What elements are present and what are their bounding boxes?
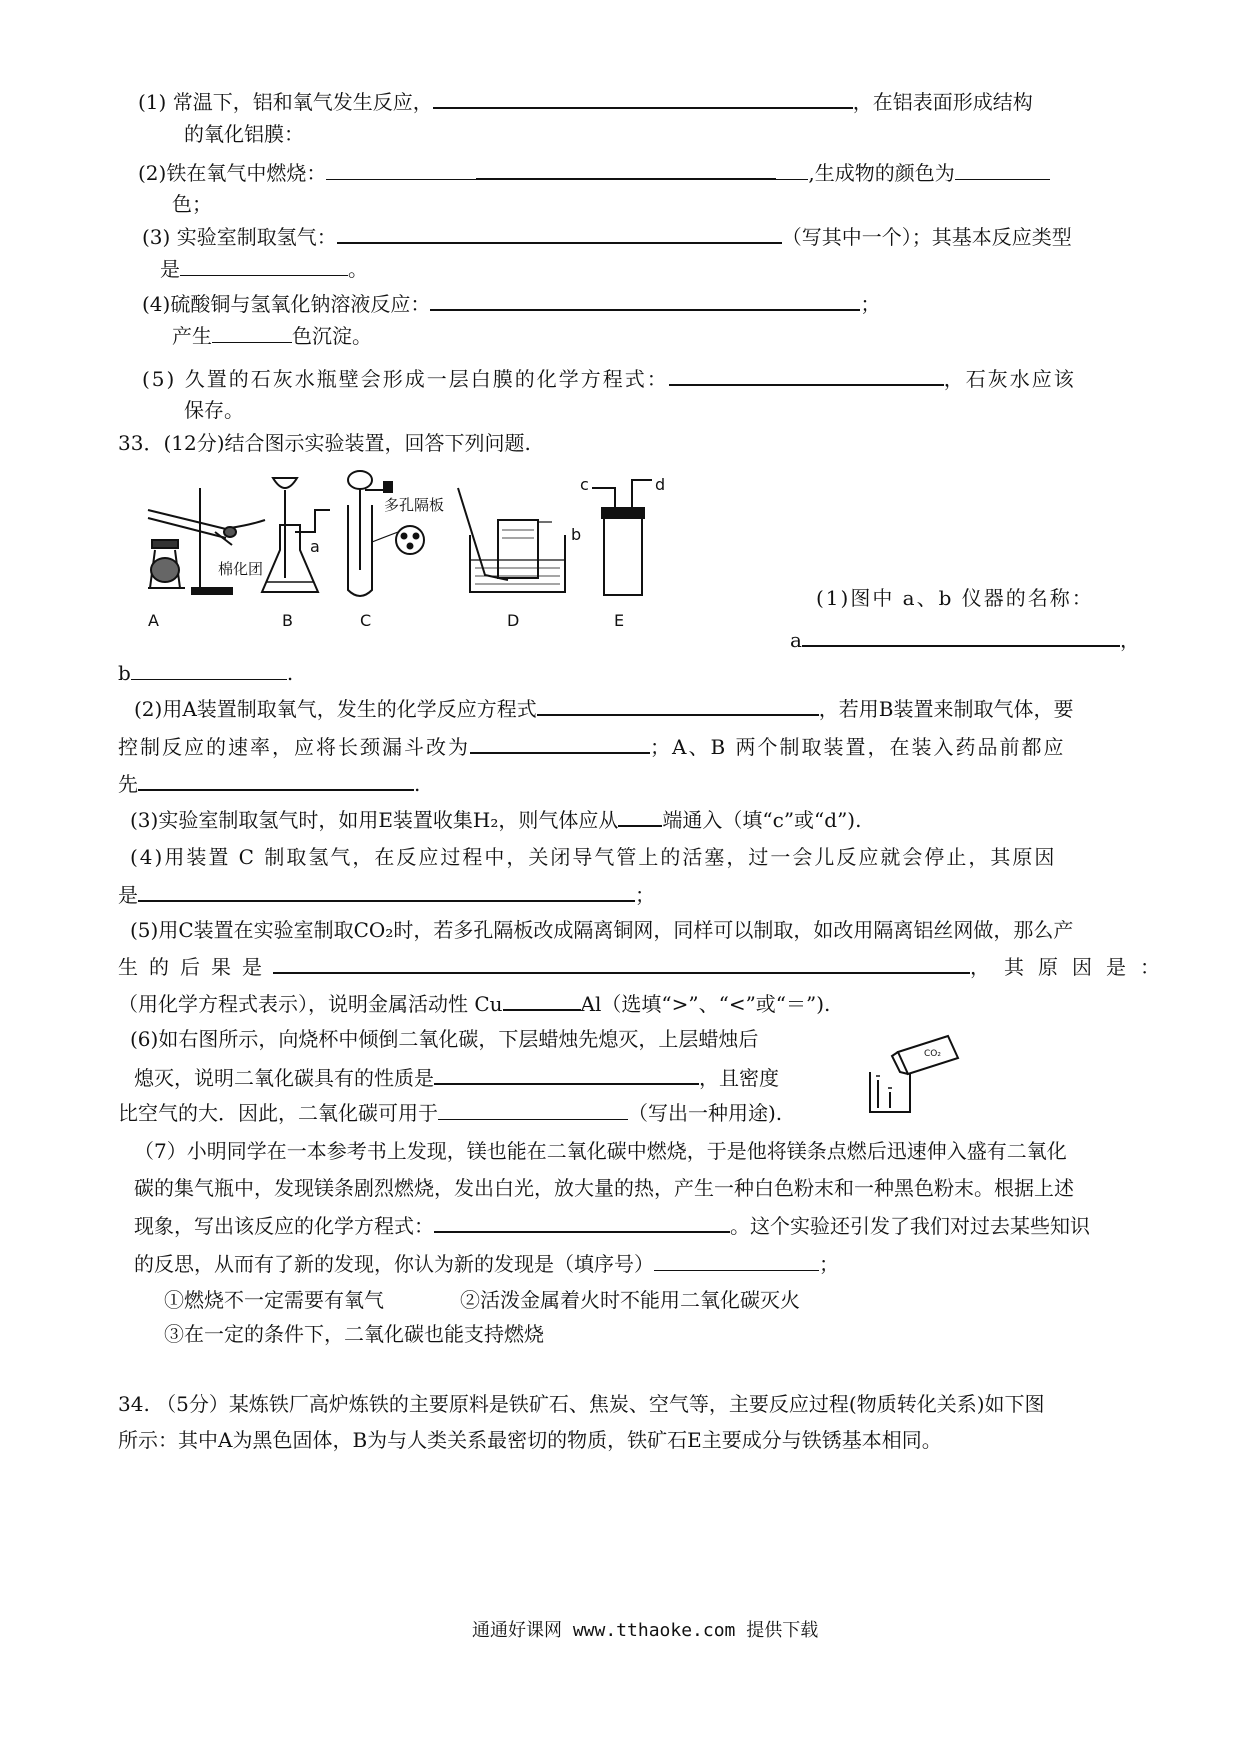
page-footer: 通通好课网 www.tthaoke.com 提供下载 — [472, 1620, 819, 1641]
q33-part5-line3: （用化学方程式表示），说明金属活动性 Cu Al（选填“>”、“<”或“＝”). — [118, 989, 830, 1018]
answer-blank[interactable] — [180, 255, 348, 276]
q32-part2-line1: (2)铁在氧气中燃烧： ,生成物的颜色为 — [138, 158, 1050, 187]
q33-part1-line3: b . — [118, 661, 294, 685]
q33-part7-options-2 — [164, 1320, 544, 1348]
q33-part2-line3: 先 . — [118, 769, 420, 798]
answer-blank[interactable] — [618, 805, 662, 827]
q33-part7-line4: 的反思，从而有了新的发现，你认为新的发现是（填序号） ； — [134, 1252, 839, 1276]
q32-part4-line1: (4)硫酸铜与氢氧化钠溶液反应： ； — [142, 289, 880, 318]
answer-blank[interactable] — [776, 159, 808, 180]
q32-part1-line1: (1) 常温下，铝和氧气发生反应， ，在铝表面形成结构 — [138, 87, 1033, 116]
apparatus-figure — [140, 470, 760, 630]
q33-part6-line3: 比空气的大．因此，二氧化碳可用于 （写出一种用途). — [118, 1101, 783, 1125]
option-3: ③在一定的条件下，二氧化碳也能支持燃烧 — [164, 1322, 544, 1346]
q32-part4-line2: 产生 色沉淀。 — [172, 324, 372, 348]
q32-part5-line1: (5) 久置的石灰水瓶壁会形成一层白膜的化学方程式： ，石灰水应该 — [142, 364, 1076, 393]
q32-part3-line2: 是 。 — [160, 257, 368, 281]
q32-part1-line2: 的氧化铝膜： — [184, 122, 304, 146]
label-a-lower: a — [310, 537, 320, 556]
q33-part5-line2: 生的后果是 ，其原因是： — [118, 952, 1174, 981]
label-c-lower: c — [580, 475, 589, 494]
answer-blank[interactable] — [273, 952, 970, 974]
answer-blank[interactable] — [138, 769, 414, 791]
q33-part6-line1: (6)如右图所示，向烧杯中倾倒二氧化碳，下层蜡烛先熄灭，上层蜡烛后 — [130, 1027, 759, 1051]
q33-part6-line2: 熄灭，说明二氧化碳具有的性质是 ，且密度 — [134, 1063, 779, 1092]
answer-blank[interactable] — [434, 1211, 730, 1233]
label-a-upper: A — [148, 611, 159, 630]
answer-blank[interactable] — [212, 322, 292, 343]
answer-blank[interactable] — [955, 159, 1050, 180]
option-1: ①燃烧不一定需要有氧气 — [164, 1288, 384, 1312]
label-e-upper: E — [614, 611, 625, 630]
label-c-upper: C — [360, 611, 372, 630]
q33-part2-line2: 控制反应的速率，应将长颈漏斗改为 ；A、B 两个制取装置，在装入药品前都应 — [118, 732, 1066, 761]
porous-plate-label: 多孔隔板 — [384, 496, 445, 514]
answer-blank[interactable] — [430, 289, 860, 311]
apparatus-c — [348, 471, 424, 596]
answer-blank[interactable] — [326, 159, 476, 180]
answer-blank[interactable] — [503, 989, 581, 1011]
q33-part7-line3: 现象，写出该反应的化学方程式： 。这个实验还引发了我们对过去某些知识 — [134, 1211, 1090, 1240]
label-b-lower: b — [571, 525, 582, 544]
co2-label: CO₂ — [924, 1049, 941, 1059]
q33-part7-options-1 — [164, 1286, 800, 1314]
answer-blank[interactable] — [476, 158, 776, 180]
q32-part3-line1: (3) 实验室制取氢气： （写其中一个）；其基本反应类型 — [142, 222, 1072, 251]
answer-blank[interactable] — [131, 659, 287, 680]
q32-part5-line2: 保存。 — [184, 398, 244, 422]
q33-part1-line1: (1)图中 a、b 仪器的名称： — [816, 586, 1094, 610]
q33-part7-line1: （7）小明同学在一本参考书上发现，镁也能在二氧化碳中燃烧，于是他将镁条点燃后迅速伸入盛有二氧化 — [134, 1139, 1067, 1163]
q33-part1-line2: a ， — [790, 625, 1140, 654]
q34-line1: 34. （5分）某炼铁厂高炉炼铁的主要原料是铁矿石、焦炭、空气等，主要反应过程(物质转化关系)如下图 — [118, 1392, 1045, 1416]
answer-blank[interactable] — [669, 364, 944, 386]
q33-part5-line1: (5)用C装置在实验室制取CO₂时，若多孔隔板改成隔离铜网，同样可以制取，如改用隔离铝丝网做，那么产 — [130, 918, 1074, 942]
q33-part4-line1: (4)用装置 C 制取氢气，在反应过程中，关闭导气管上的活塞，过一会儿反应就会停止，其原因 — [130, 845, 1057, 869]
answer-blank[interactable] — [138, 880, 635, 902]
option-2: ②活泼金属着火时不能用二氧化碳灭火 — [460, 1288, 800, 1312]
q33-part3: (3)实验室制取氢气时，如用E装置收集H₂，则气体应从 端通入（填“c”或“d”). — [130, 805, 861, 834]
co2-beaker-figure — [862, 1030, 972, 1120]
answer-blank[interactable] — [433, 87, 853, 109]
apparatus-a — [148, 488, 265, 594]
q34-line2: 所示：其中A为黑色固体，B为与人类关系最密切的物质，铁矿石E主要成分与铁锈基本相同。 — [118, 1428, 942, 1452]
label-d-upper: D — [507, 611, 520, 630]
label-b-upper: B — [282, 611, 293, 630]
q32-part2-line2: 色； — [172, 192, 212, 216]
q33-part2-line1: (2)用A装置制取氧气，发生的化学反应方程式 ，若用B装置来制取气体，要 — [134, 694, 1073, 723]
label-d-lower: d — [655, 475, 666, 494]
answer-blank[interactable] — [654, 1250, 819, 1271]
answer-blank[interactable] — [802, 625, 1120, 647]
apparatus-d — [458, 488, 565, 592]
answer-blank[interactable] — [337, 222, 782, 244]
apparatus-e — [592, 480, 652, 595]
q33-part4-line2: 是 ； — [118, 880, 655, 909]
answer-blank[interactable] — [434, 1063, 699, 1085]
q33-title: 33．(12分)结合图示实验装置，回答下列问题. — [118, 431, 531, 455]
answer-blank[interactable] — [470, 732, 650, 754]
q33-part7-line2: 碳的集气瓶中，发现镁条剧烈燃烧，发出白光，放大量的热，产生一种白色粉末和一种黑色粉末。根据上述 — [134, 1176, 1074, 1200]
apparatus-b — [262, 478, 330, 592]
answer-blank[interactable] — [537, 694, 819, 716]
answer-blank[interactable] — [438, 1099, 628, 1120]
cotton-label: 棉化团 — [218, 560, 264, 578]
